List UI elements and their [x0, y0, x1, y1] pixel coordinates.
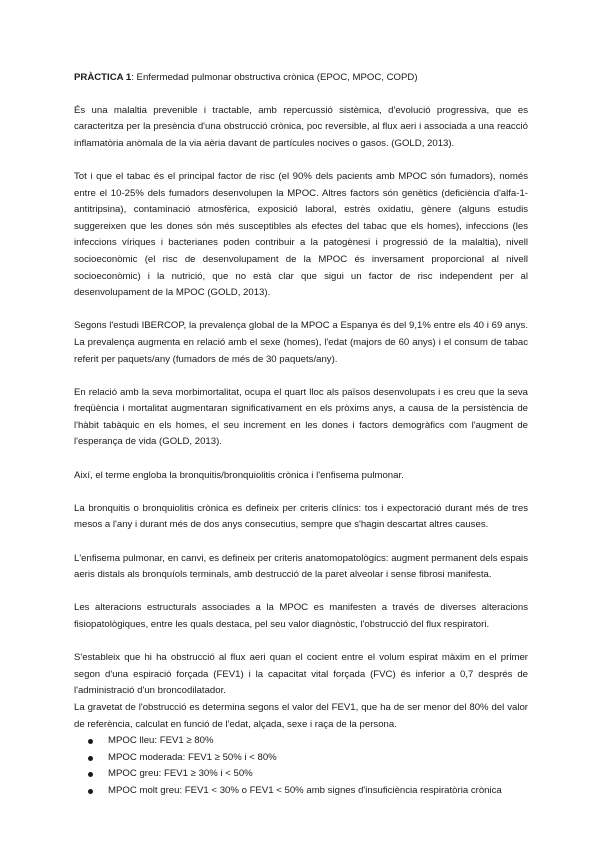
list-item-text: MPOC lleu: FEV1 ≥ 80% — [108, 735, 214, 747]
paragraph-severity: La gravetat de l'obstrucció es determina segons el valor del FEV1, que ha de ser menor del 80% del valor de referència, calculat en funció de l'edat, alçada, sexe i raça de la persona. — [74, 701, 528, 730]
list-item-text: MPOC moderada: FEV1 ≥ 50% i < 80% — [108, 751, 277, 763]
paragraph-alterations: Les alteracions estructurals associades a la MPOC es manifesten a través de diverses alteracions fisiopatològiques, entre les quals destaca, pel seu valor diagnòstic, l'obstrucció del flux respiratori. — [74, 602, 528, 630]
list-item — [74, 733, 528, 750]
bullet-icon — [88, 739, 93, 744]
document-body — [74, 70, 528, 800]
paragraph-scope: Així, el terme engloba la bronquitis/bronquiolitis crònica i l'enfisema pulmonar. — [74, 469, 404, 481]
paragraph-obstruction: S'estableix que hi ha obstrucció al flux aeri quan el cocient entre el volum espirat màxim en el primer segon d'una espiració forçada (FEV1) i la capacitat vital forçada (FVC) és inferior a 0,7 després de l'administració d'un broncodilatador. — [74, 652, 528, 697]
title-bold: PRÀCTICA 1 — [74, 72, 132, 83]
list-item — [74, 750, 528, 767]
paragraph-emphysema: L'enfisema pulmonar, en canvi, es defineix per criteris anatomopatològics: augment permanent dels espais aeris distals als bronquíols terminals, amb destrucció de la paret alveolar i sense fibrosi manifesta. — [74, 552, 528, 581]
list-item-text: MPOC greu: FEV1 ≥ 30% i < 50% — [108, 768, 253, 780]
paragraph-prevalence: Segons l'estudi IBERCOP, la prevalença global de la MPOC a Espanya és del 9,1% entre els 40 i 69 anys. La prevalença augmenta en relació amb el sexe (homes), l'edat (majors de 60 anys) i el consum de tabac referit per paquets/any (fumadors de més de 30 paquets/any). — [74, 320, 528, 365]
paragraph-morbimortality: En relació amb la seva morbimortalitat, ocupa el quart lloc als països desenvolupats i es creu que la seva freqüència i mortalitat augmentaran significativament en els pròxims anys, a causa de la persistència de l'hàbit tabàquic en els homes, el seu increment en les dones i factors demogràfics com l'augment de l'esperança de vida (GOLD, 2013). — [74, 386, 528, 448]
page-title — [74, 70, 528, 87]
list-item-text: MPOC molt greu: FEV1 < 30% o FEV1 < 50% amb signes d'insuficiència respiratòria crònica — [108, 784, 502, 796]
paragraph-bronchitis: La bronquitis o bronquiolitis crònica es defineix per criteris clínics: tos i expectoració durant més de tres mesos a l'any i durant més de dos anys consecutius, sempre que s'hagin descartat altres causes. — [74, 502, 528, 531]
title-rest: : Enfermedad pulmonar obstructiva crònica (EPOC, MPOC, COPD) — [131, 72, 418, 83]
list-item — [74, 783, 528, 800]
paragraph-risk-factors: Tot i que el tabac és el principal factor de risc (el 90% dels pacients amb MPOC són fumadors), només entre el 10-25% dels fumadors desenvolupen la MPOC. Altres factors són genètics (deficiència d'alfa-1-antitripsina), contaminació atmosfèrica, exposició laboral, estrès oxidatiu, gènere (alguns estudis suggereixen que les dones són més susceptibles als efectes del tabac que els homes), infeccions (les infeccions víriques i bacterianes poden contribuir a la patogènesi i progressió de la malaltia), nivell socioeconòmic (el risc de desenvolupament de la MPOC és inversament proporcional al nivell socioeconòmic) i la nutrició, que no està clar que sigui un factor de risc independent per al desenvolupament de la MPOC (GOLD, 2013). — [74, 170, 528, 299]
bullet-icon — [88, 772, 93, 777]
bullet-icon — [88, 789, 93, 794]
paragraph-definition: És una malaltia prevenible i tractable, amb repercussió sistèmica, d'evolució progressiva, que es caracteritza per la presència d'una obstrucció crònica, poc reversible, al flux aeri i associada a una reacció inflamatòria anòmala de la via aèria davant de partícules nocives o gasos. (GOLD, 2013). — [74, 104, 528, 149]
bullet-icon — [88, 756, 93, 761]
severity-list — [74, 733, 528, 799]
list-item — [74, 766, 528, 783]
